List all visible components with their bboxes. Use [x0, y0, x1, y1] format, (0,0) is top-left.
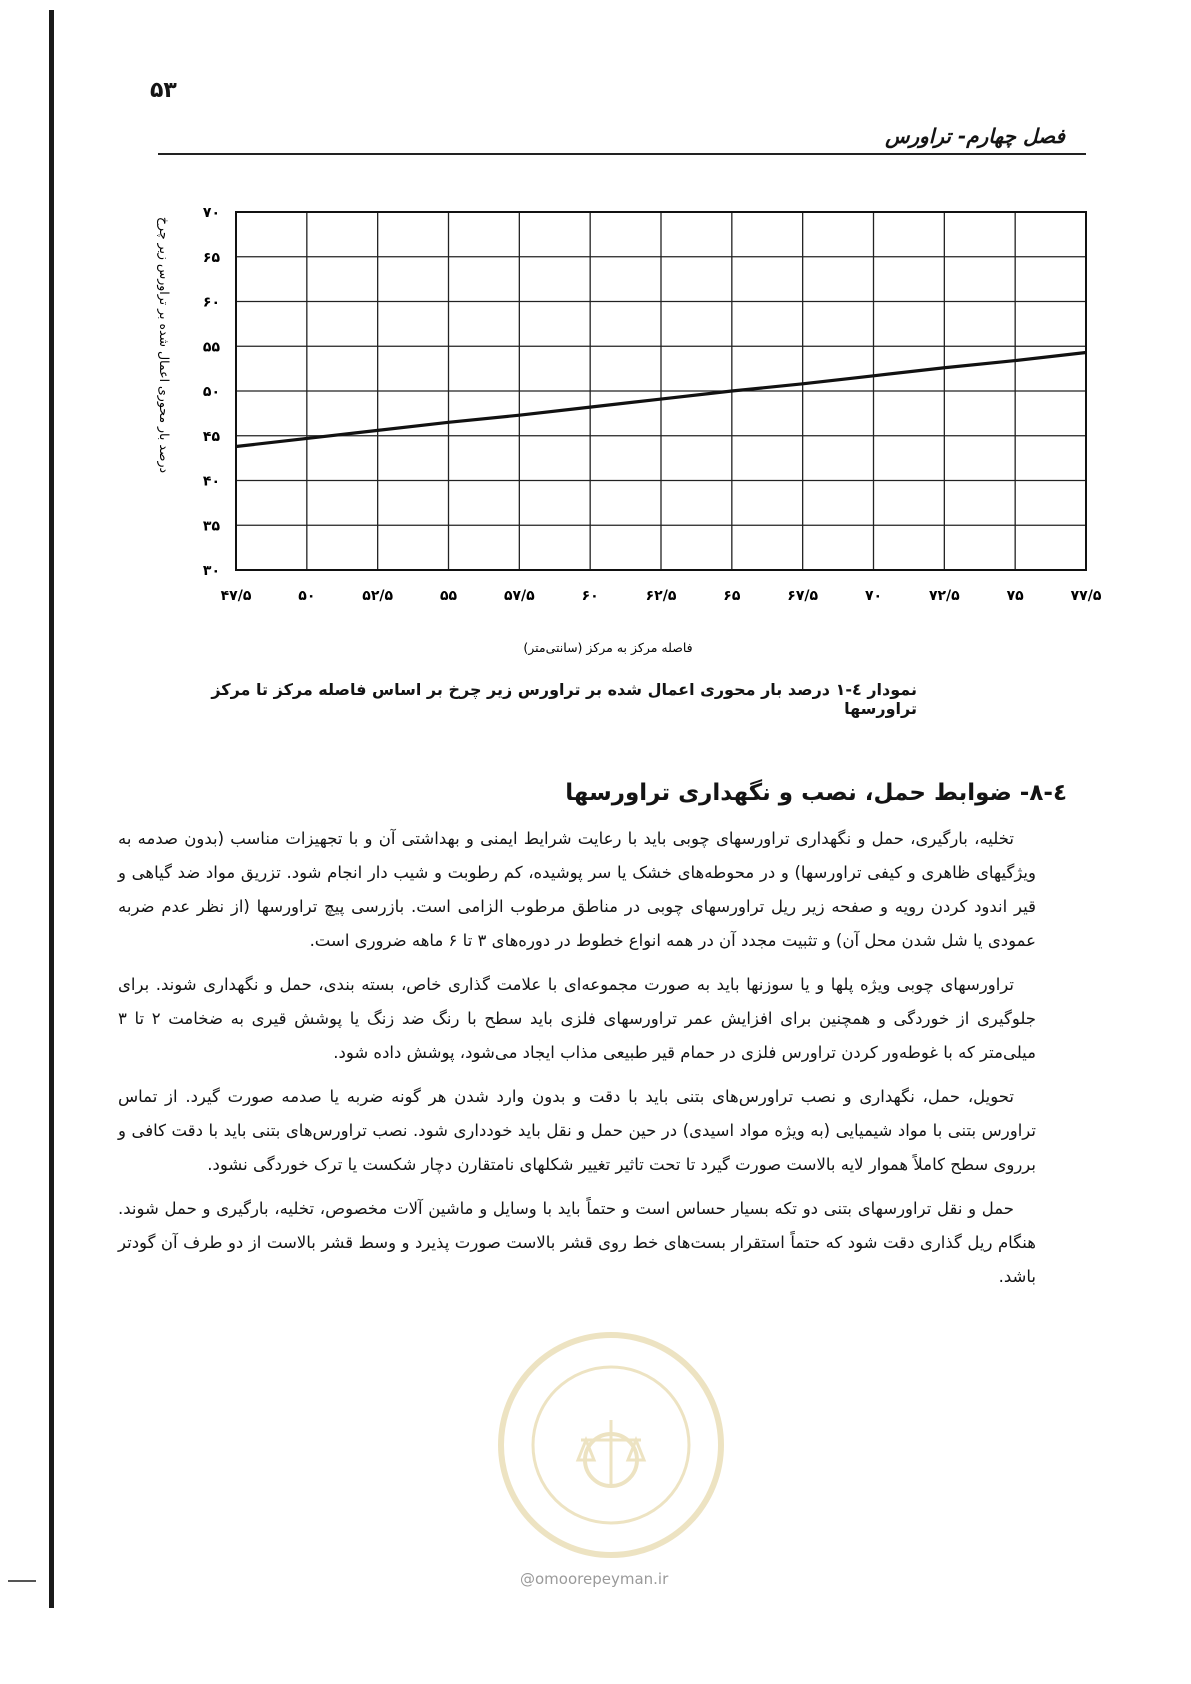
- x-tick-label: ۷۷/۵: [1070, 588, 1102, 604]
- x-axis-label: فاصله مرکز به مرکز (سانتی‌متر): [523, 640, 693, 655]
- y-tick-label: ۵۰: [202, 384, 220, 400]
- watermark-seal-icon: [486, 1320, 736, 1570]
- x-tick-label: ۷۰: [864, 588, 883, 604]
- section-heading: ٤-۸- ضوابط حمل، نصب و نگهداری تراورسها: [565, 780, 1067, 806]
- y-tick-label: ۳۰: [202, 563, 220, 579]
- x-tick-label: ۷۲/۵: [928, 588, 960, 604]
- chart-caption: نمودار ٤-۱ درصد بار محوری اعمال شده بر تراورس زیر چرخ بر اساس فاصله مرکز تا مرکز تراورسها: [211, 680, 917, 718]
- y-tick-label: ۵۵: [202, 339, 220, 356]
- x-tick-label: ۵۵: [439, 588, 458, 604]
- section-body: [118, 822, 1036, 1294]
- paragraph-3: تحویل، حمل، نگهداری و نصب تراورس‌های بتنی باید با دقت و بدون وارد شدن هر گونه ضربه یا صدمه صورت گیرد. از تماس تراورس بتنی با مواد شیمیایی (به ویژه مواد اسیدی) در حین حمل و نقل باید خودداری شود. نصب تراورس‌های بتنی باید با دقت کافی و برروی سطح کاملاً هموار لایه بالاست صورت گیرد تا تحت تاثیر تغییر شکلهای نامتقارن دچار شکست یا ترک خوردگی نشود.: [118, 1087, 1036, 1174]
- x-tick-label: ۶۰: [581, 588, 599, 604]
- paragraph-2: تراورسهای چوبی ویژه پلها و یا سوزنها باید به صورت مجموعه‌ای با علامت گذاری خاص، بسته بندی، حمل و نگهداری شوند. برای جلوگیری از خوردگی و همچنین برای افزایش عمر تراورسهای فلزی باید سطح با رنگ ضد زنگ یا پوشش قیری به ضخامت ۲ تا ۳ میلی‌متر که با غوطه‌ور کردن تراورس فلزی در حمام قیر طبیعی مذاب ایجاد می‌شود، پوشش داده شود.: [118, 975, 1037, 1062]
- chart-grid: [236, 212, 1086, 570]
- x-tick-label: ۵۰: [298, 588, 316, 604]
- x-tick-label: ۶۲/۵: [645, 588, 677, 604]
- y-axis-label: درصد بار محوری اعمال شده بر تراورس زیر چرخ: [157, 216, 172, 474]
- x-tick-label: ۵۷/۵: [503, 588, 535, 604]
- x-tick-label: ۷۵: [1006, 588, 1024, 604]
- watermark-site-text: @omoorepeyman.ir: [520, 1570, 669, 1588]
- page-number: ۵۳: [150, 78, 177, 103]
- y-tick-label: ۶۵: [202, 249, 220, 266]
- paragraph-4: حمل و نقل تراورسهای بتنی دو تکه بسیار حساس است و حتماً باید با وسایل و ماشین آلات مخصوص، تخلیه، بارگیری و حمل شوند. هنگام ریل گذاری دقت شود که حتماً استقرار بست‌های خط روی قشر بالاست صورت پذیرد و وسط قشر بالاست از دو طرف آن گودتر باشد.: [118, 1199, 1036, 1286]
- y-tick-labels: [203, 205, 221, 579]
- margin-mark: [8, 1580, 36, 1582]
- x-tick-label: ۶۵: [723, 588, 741, 604]
- x-tick-label: ۶۷/۵: [787, 588, 819, 604]
- paragraph-1: تخلیه، بارگیری، حمل و نگهداری تراورسهای چوبی باید با رعایت شرایط ایمنی و بهداشتی آن و با تجهیزات مناسب (بدون صدمه به ویژگیهای ظاهری و کیفی تراورسها) و در محوطه‌های خشک یا سر پوشیده، کم رطوبت و شیب دار انجام شود. تزریق مواد ضد گیاهی و قیر اندود کردن رویه و صفحه زیر ریل تراورسهای چوبی در مناطق مرطوب الزامی است. بازرسی پیچ تراورسها (از نظر عدم ضربه عمودی یا شل شدن محل آن) و تثبیت مجدد آن در همه انواع خطوط در دوره‌های ۳ تا ۶ ماهه ضروری است.: [118, 829, 1036, 950]
- y-tick-label: ۶۰: [202, 294, 220, 311]
- x-tick-label: ۴۷/۵: [220, 588, 252, 604]
- x-tick-labels: [221, 588, 1102, 604]
- y-tick-label: ۷۰: [202, 205, 220, 221]
- y-tick-label: ۳۵: [202, 518, 220, 535]
- x-tick-label: ۵۲/۵: [362, 588, 394, 604]
- chapter-title: فصل چهارم- تراورس: [885, 124, 1065, 148]
- y-tick-label: ۴۵: [202, 428, 220, 445]
- y-tick-label: ۴۰: [202, 473, 220, 490]
- axle-load-chart: [0, 0, 1191, 680]
